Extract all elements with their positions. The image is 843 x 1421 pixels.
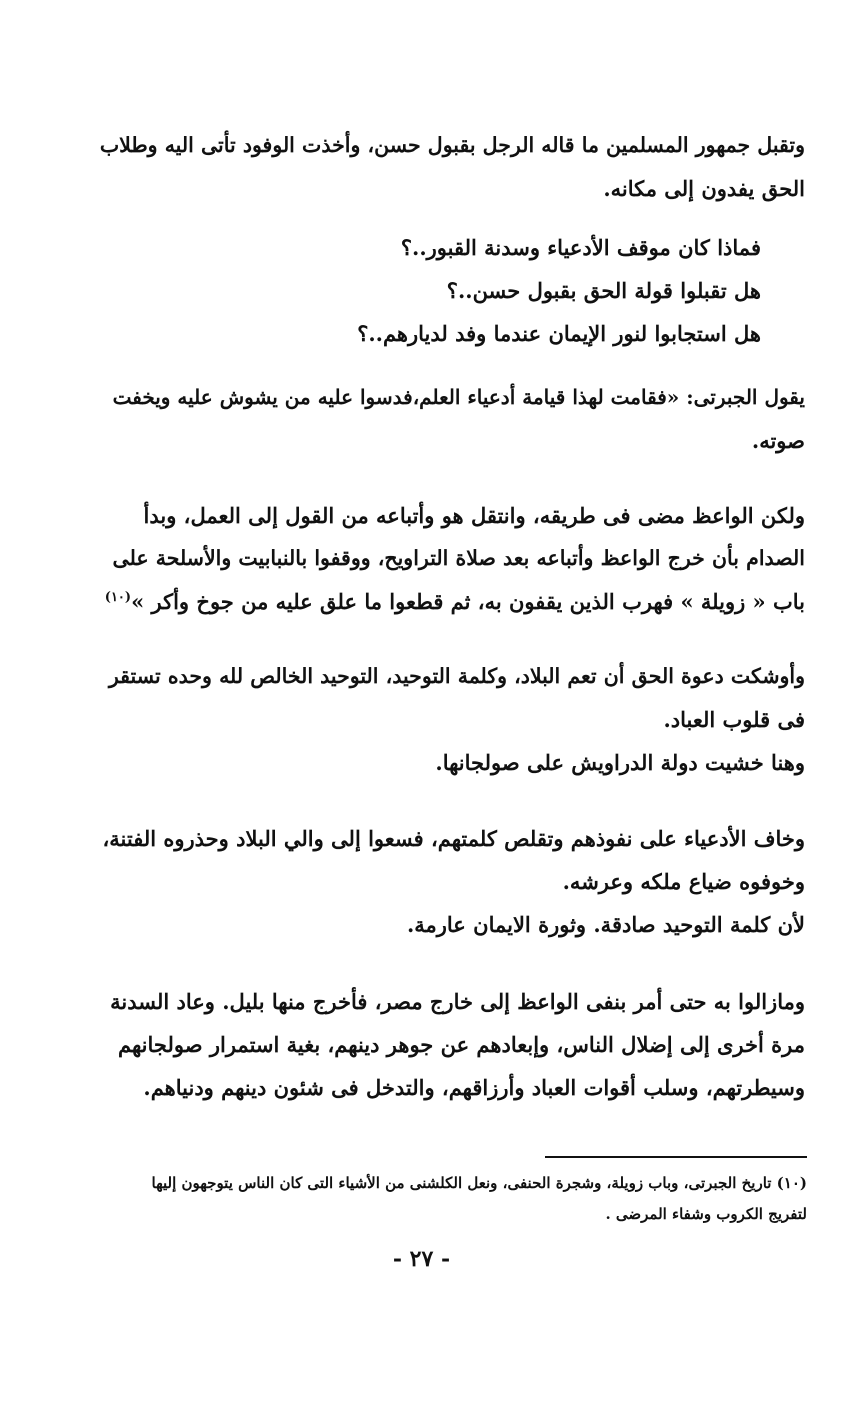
paragraph-line: لأن كلمة التوحيد صادقة. وثورة الايمان عارمة. bbox=[406, 912, 805, 937]
paragraph-2 bbox=[97, 376, 805, 462]
page-number: - ٢٧ - bbox=[392, 1246, 451, 1272]
question-line: هل استجابوا لنور الإيمان عندما وفد لديارهم..؟ bbox=[357, 321, 761, 346]
paragraph-3 bbox=[97, 494, 805, 623]
paragraph-line: صوته. bbox=[751, 428, 805, 453]
paragraph-line: وتقبل جمهور المسلمين ما قاله الرجل بقبول حسن، وأخذت الوفود تأتى اليه وطلاب bbox=[99, 133, 805, 157]
footnote-line: (١٠) تاريخ الجبرتى، وباب زويلة، وشجرة الحنفى، ونعل الكلشنى من الأشياء التى كان الناس يتوجهون إليها bbox=[151, 1174, 807, 1192]
footnote-divider bbox=[545, 1156, 807, 1158]
footnote-reference: (١٠) bbox=[104, 590, 132, 605]
question-line: فماذا كان موقف الأدعياء وسدنة القبور..؟ bbox=[400, 235, 761, 260]
questions-block bbox=[97, 226, 761, 355]
paragraph-line: ولكن الواعظ مضى فى طريقه، وانتقل هو وأتباعه من القول إلى العمل، وبدأ bbox=[143, 503, 805, 528]
paragraph-line: الصدام بأن خرج الواعظ وأتباعه بعد صلاة التراويح، ووقفوا بالنبابيت والأسلحة على bbox=[112, 546, 805, 570]
paragraph-line: ومازالوا به حتى أمر بنفى الواعظ إلى خارج مصر، فأخرج منها بليل. وعاد السدنة bbox=[110, 989, 805, 1014]
paragraph-6 bbox=[97, 980, 805, 1109]
paragraph-line: يقول الجبرتى: «فقامت لهذا قيامة أدعياء العلم،فدسوا عليه من يشوش عليه ويخفت bbox=[112, 385, 805, 409]
paragraph-line: وأوشكت دعوة الحق أن تعم البلاد، وكلمة التوحيد، التوحيد الخالص لله وحده تستقر bbox=[108, 664, 805, 688]
paragraph-line bbox=[97, 580, 805, 623]
paragraph-5 bbox=[97, 817, 805, 946]
paragraph-line: الحق يفدون إلى مكانه. bbox=[603, 176, 805, 201]
paragraph-1 bbox=[97, 124, 805, 210]
footnote-line: لتفريج الكروب وشفاء المرضى . bbox=[605, 1205, 807, 1223]
footnote bbox=[95, 1168, 807, 1230]
paragraph-line: وخاف الأدعياء على نفوذهم وتقلص كلمتهم، فسعوا إلى والي البلاد وحذروه الفتنة، bbox=[102, 826, 805, 851]
paragraph-line: مرة أخرى إلى إضلال الناس، وإبعادهم عن جوهر دينهم، بغية استمرار صولجانهم bbox=[118, 1032, 805, 1057]
paragraph-line: وهنا خشيت دولة الدراويش على صولجانها. bbox=[435, 750, 805, 775]
paragraph-line: وخوفوه ضياع ملكه وعرشه. bbox=[562, 869, 805, 894]
question-line: هل تقبلوا قولة الحق بقبول حسن..؟ bbox=[446, 278, 761, 303]
paragraph-line-text: باب « زويلة » فهرب الذين يقفون به، ثم قطعوا ما علق عليه من جوخ وأكر » bbox=[131, 589, 805, 614]
paragraph-line: فى قلوب العباد. bbox=[663, 707, 805, 732]
paragraph-line: وسيطرتهم، وسلب أقوات العباد وأرزاقهم، والتدخل فى شئون دينهم ودنياهم. bbox=[143, 1075, 805, 1100]
paragraph-4 bbox=[97, 655, 805, 784]
